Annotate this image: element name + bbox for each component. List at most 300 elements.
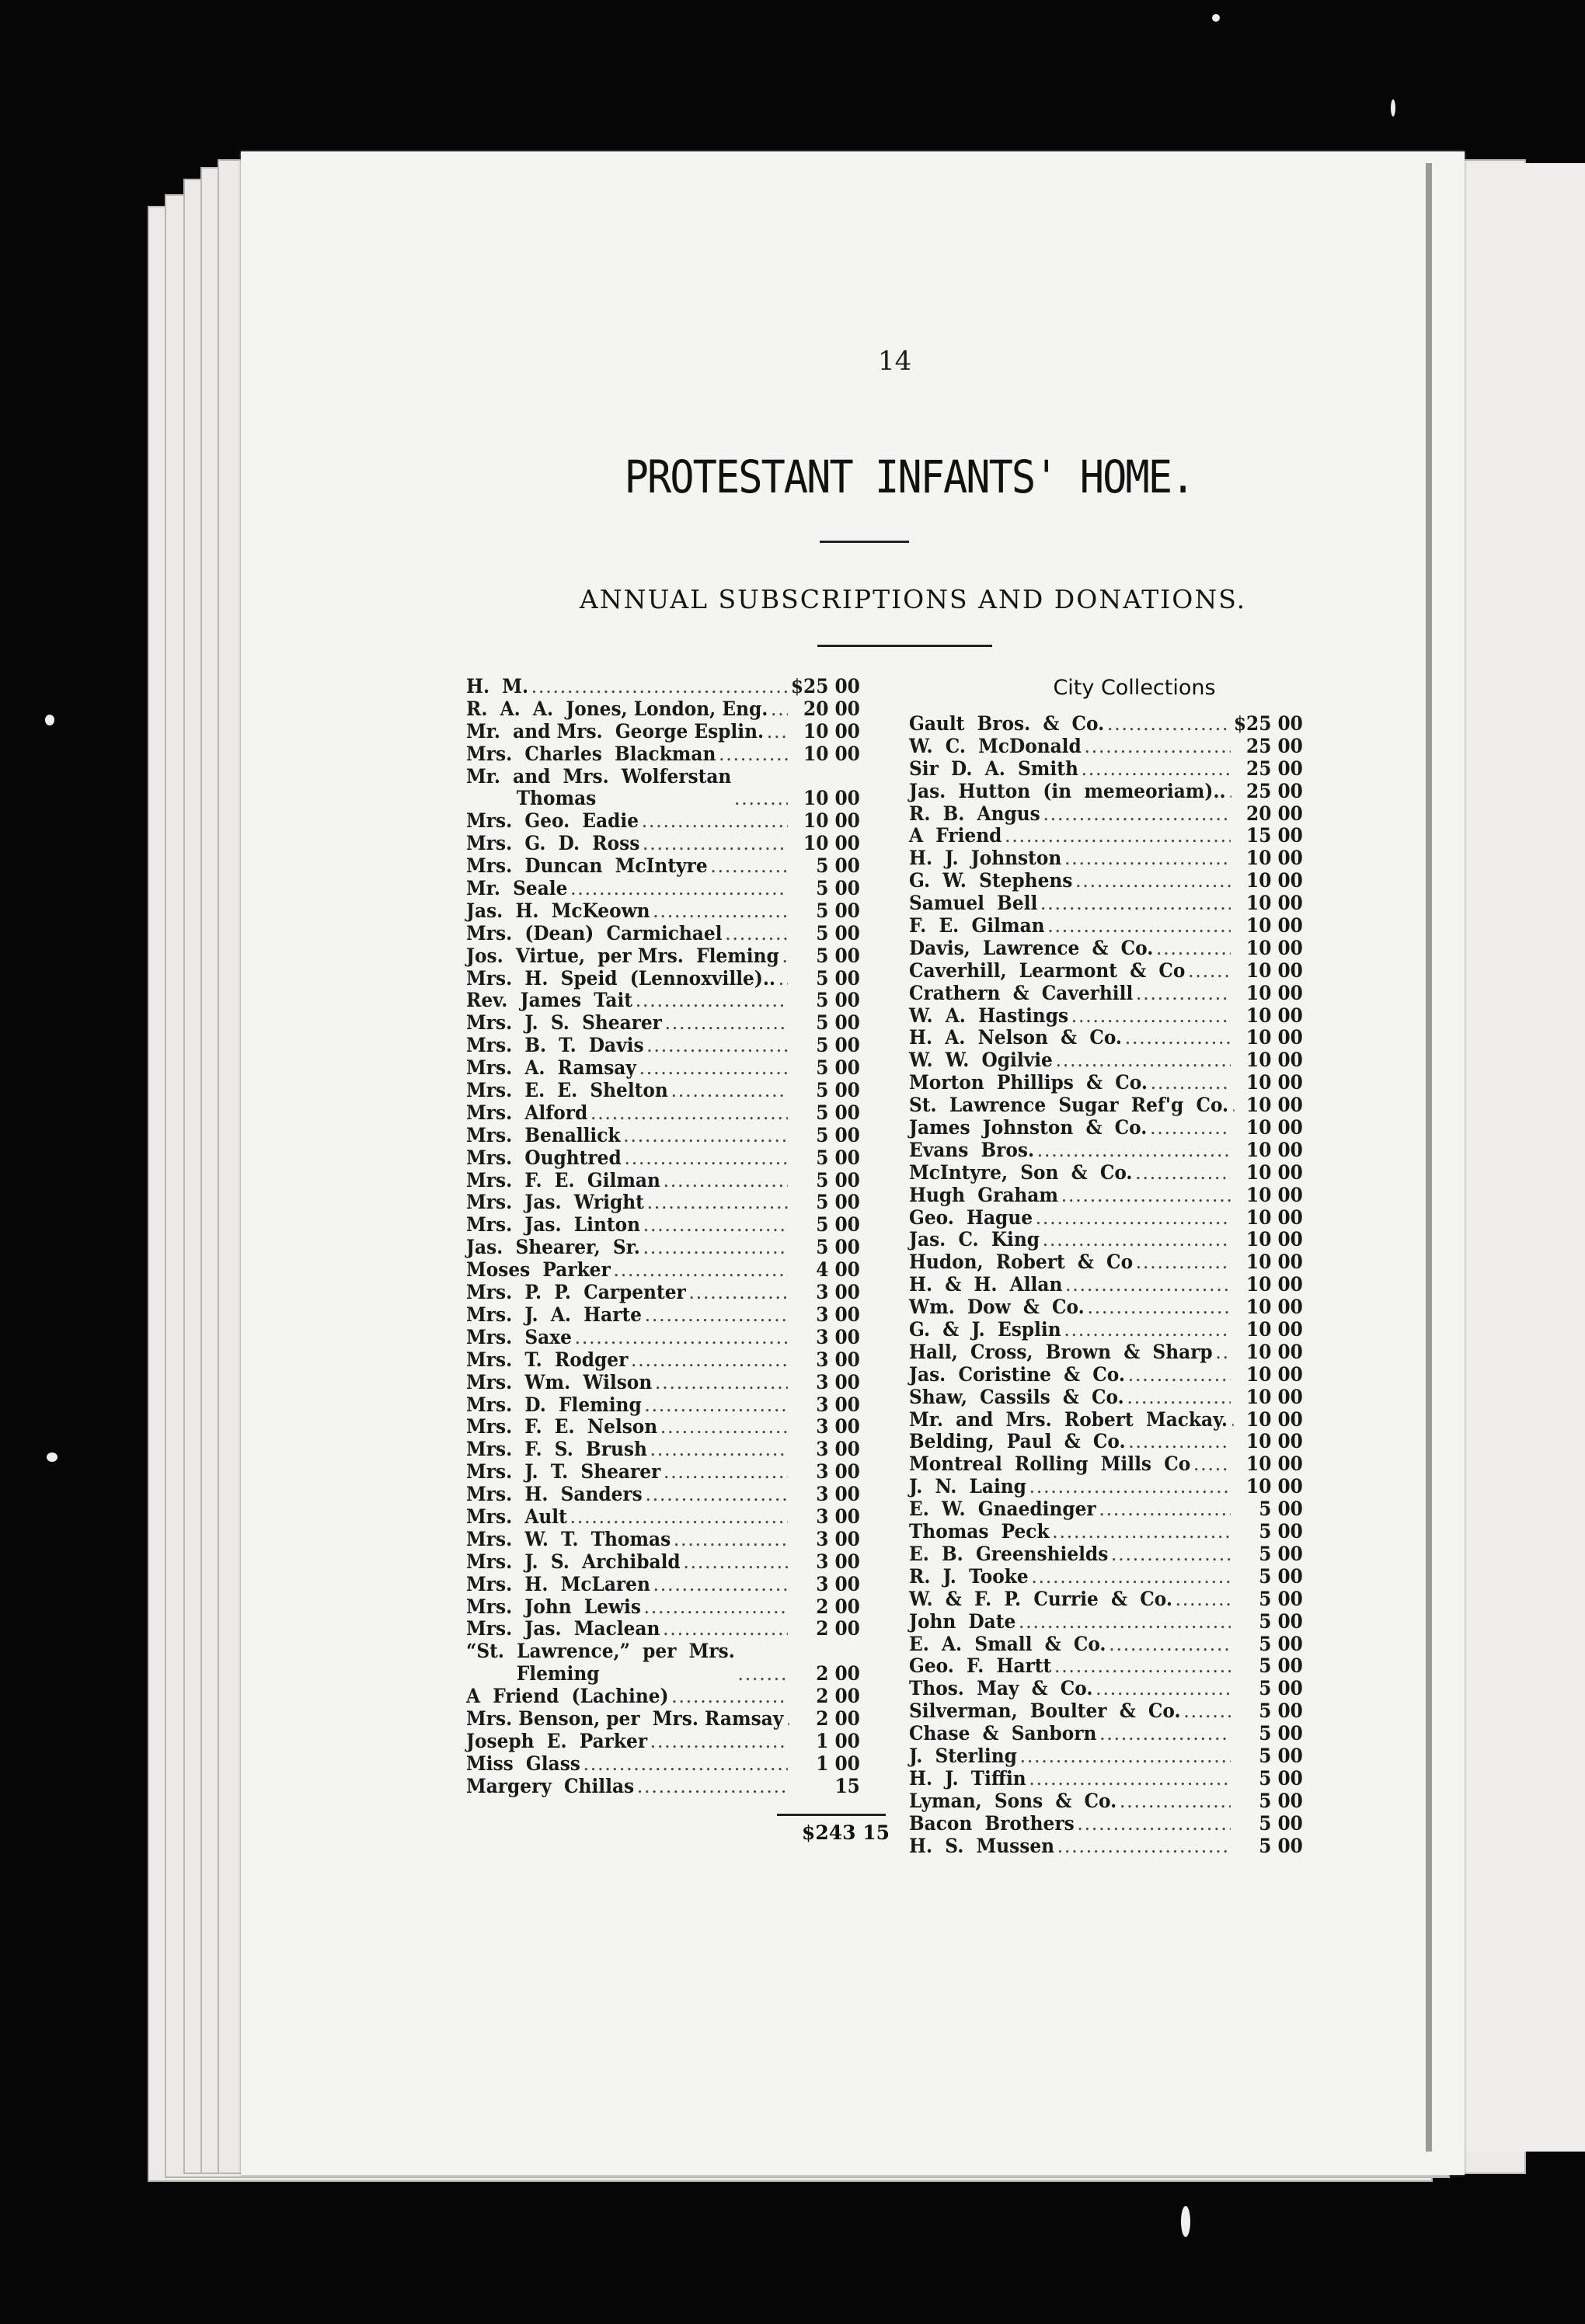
dot-leader bbox=[1133, 1162, 1231, 1185]
dot-leader bbox=[1072, 870, 1230, 892]
list-item bbox=[909, 1117, 1303, 1139]
dot-leader bbox=[642, 1304, 788, 1327]
donation-amount: 15 00 bbox=[1246, 824, 1303, 847]
donor-name: Mrs. J. S. Shearer bbox=[466, 1011, 662, 1035]
dot-leader bbox=[639, 810, 788, 833]
donation-amount: 2 00 bbox=[816, 1685, 860, 1708]
donation-amount: 10 00 bbox=[1246, 1071, 1303, 1094]
donation-amount: 5 00 bbox=[816, 1101, 860, 1124]
donation-amount: 5 00 bbox=[1259, 1811, 1303, 1835]
list-item bbox=[909, 1678, 1303, 1700]
dot-leader bbox=[572, 1327, 788, 1349]
dot-leader bbox=[567, 1506, 788, 1529]
dot-leader bbox=[1029, 1566, 1231, 1588]
dot-leader bbox=[639, 833, 788, 855]
list-item bbox=[909, 1476, 1303, 1498]
list-item bbox=[909, 1835, 1303, 1858]
donation-amount: 2 00 bbox=[816, 1706, 860, 1730]
donor-name: Jas. H. McKeown bbox=[466, 899, 650, 922]
donor-name: Evans Bros. bbox=[909, 1138, 1035, 1161]
donor-name: Mrs. Geo. Eadie bbox=[466, 809, 639, 833]
page-number: 14 bbox=[878, 346, 912, 377]
dot-leader bbox=[1226, 781, 1231, 803]
donor-name: Jas. Hutton (in memeoriam).. bbox=[909, 779, 1226, 802]
dot-leader bbox=[632, 990, 788, 1012]
list-item bbox=[466, 1147, 860, 1170]
donation-amount: 25 00 bbox=[1246, 757, 1303, 780]
donor-name: Mrs. Jas. Maclean bbox=[466, 1617, 660, 1640]
dot-leader bbox=[640, 1214, 788, 1237]
donation-amount: 10 00 bbox=[1246, 1430, 1303, 1453]
donor-name: Mrs. J. A. Harte bbox=[466, 1303, 642, 1326]
dot-leader bbox=[1133, 1251, 1231, 1274]
dot-leader bbox=[1147, 1117, 1230, 1139]
donor-name: “St. Lawrence,” per Mrs. Fleming bbox=[466, 1640, 735, 1686]
donor-name: R. B. Angus bbox=[909, 802, 1040, 825]
dot-leader bbox=[768, 698, 788, 721]
dot-leader bbox=[660, 1461, 788, 1484]
donor-name: W. & F. P. Currie & Co. bbox=[909, 1587, 1172, 1610]
list-item bbox=[466, 1731, 860, 1753]
dot-leader bbox=[1108, 1543, 1231, 1566]
list-item bbox=[466, 1439, 860, 1461]
donor-name: Mrs. Saxe bbox=[466, 1325, 572, 1348]
donation-amount: 10 00 bbox=[1246, 1296, 1303, 1319]
donor-name: Jas. Coristine & Co. bbox=[909, 1362, 1125, 1386]
donor-name: Sir D. A. Smith bbox=[909, 757, 1078, 780]
donation-amount: $25 00 bbox=[1233, 711, 1303, 735]
list-item bbox=[909, 803, 1303, 826]
dot-leader bbox=[708, 855, 788, 878]
subscriptions-total: $243 15 bbox=[801, 1821, 890, 1844]
donor-name: E. W. Gnaedinger bbox=[909, 1498, 1096, 1521]
dot-leader bbox=[1062, 1274, 1230, 1296]
donation-amount: 3 00 bbox=[816, 1527, 860, 1550]
donation-amount: 5 00 bbox=[1259, 1542, 1303, 1565]
list-item bbox=[466, 855, 860, 878]
donor-name: Bacon Brothers bbox=[909, 1811, 1075, 1835]
donor-name: H. & H. Allan bbox=[909, 1273, 1063, 1296]
list-item bbox=[466, 698, 860, 721]
donation-amount: 3 00 bbox=[816, 1550, 860, 1573]
city-collections-list bbox=[909, 713, 1332, 1857]
list-item bbox=[466, 945, 860, 968]
dot-leader bbox=[671, 1529, 788, 1551]
list-item bbox=[466, 1080, 860, 1102]
list-item bbox=[466, 766, 860, 811]
list-item bbox=[466, 1282, 860, 1304]
donation-amount: 3 00 bbox=[816, 1348, 860, 1371]
list-item bbox=[909, 1700, 1303, 1723]
list-item bbox=[909, 960, 1303, 983]
donation-amount: 5 00 bbox=[1259, 1587, 1303, 1610]
list-item bbox=[466, 1618, 860, 1640]
list-item bbox=[909, 713, 1303, 736]
donor-name: Mrs. H. Speid (Lennoxville).. bbox=[466, 966, 776, 990]
donor-name: Mrs. E. E. Shelton bbox=[466, 1079, 668, 1102]
dot-leader bbox=[660, 1170, 788, 1192]
dot-leader bbox=[1045, 915, 1231, 938]
dot-leader bbox=[1133, 983, 1231, 1005]
dot-leader bbox=[764, 721, 788, 743]
donor-name: Mrs. (Dean) Carmichael bbox=[466, 921, 723, 945]
donation-amount: 10 00 bbox=[1246, 1049, 1303, 1072]
dot-leader bbox=[1034, 1139, 1231, 1162]
dot-leader bbox=[1078, 758, 1231, 781]
page-fold bbox=[1426, 163, 1432, 2152]
dot-leader bbox=[580, 1753, 788, 1776]
donor-name: McIntyre, Son & Co. bbox=[909, 1160, 1133, 1184]
donor-name: Jos. Virtue, per Mrs. Fleming bbox=[466, 944, 779, 967]
donor-name: W. A. Hastings bbox=[909, 1004, 1069, 1027]
dot-leader bbox=[1190, 1453, 1231, 1476]
list-item bbox=[466, 1304, 860, 1327]
list-item bbox=[466, 1551, 860, 1574]
dot-leader bbox=[1124, 1386, 1231, 1409]
donor-name: H. J. Tiffin bbox=[909, 1766, 1026, 1790]
donor-name: St. Lawrence Sugar Ref'g Co. bbox=[909, 1094, 1229, 1117]
list-item bbox=[466, 743, 860, 766]
donor-name: E. A. Small & Co. bbox=[909, 1632, 1106, 1655]
donor-name: Mrs. Benallick bbox=[466, 1123, 621, 1146]
list-item bbox=[909, 758, 1303, 781]
dot-leader bbox=[1053, 1049, 1231, 1072]
dot-leader bbox=[1116, 1790, 1231, 1813]
dot-leader bbox=[1213, 1341, 1231, 1364]
donor-name: Mrs. G. D. Ross bbox=[466, 832, 640, 855]
list-item bbox=[466, 1012, 860, 1035]
list-item bbox=[466, 1102, 860, 1125]
donation-amount: 2 00 bbox=[816, 1662, 860, 1686]
list-item bbox=[466, 810, 860, 833]
dot-leader bbox=[1075, 1813, 1231, 1835]
dot-leader bbox=[1040, 803, 1231, 826]
donor-name: Mr. Seale bbox=[466, 877, 568, 900]
dot-leader bbox=[1085, 1296, 1231, 1319]
list-item bbox=[466, 1686, 860, 1708]
donation-amount: 5 00 bbox=[816, 921, 860, 945]
donor-name: Mrs. Ault bbox=[466, 1505, 567, 1528]
dot-leader bbox=[1061, 847, 1231, 870]
dot-leader bbox=[587, 1102, 788, 1125]
total-rule bbox=[777, 1814, 886, 1816]
dot-leader bbox=[1051, 1655, 1231, 1678]
dot-leader bbox=[636, 1057, 788, 1080]
dust-speck bbox=[47, 1452, 57, 1462]
donation-amount: 5 00 bbox=[816, 1011, 860, 1035]
donation-amount: 5 00 bbox=[816, 1191, 860, 1214]
list-item bbox=[909, 1768, 1303, 1790]
donor-name: Geo. Hague bbox=[909, 1205, 1033, 1229]
donation-amount: 3 00 bbox=[816, 1325, 860, 1348]
list-item bbox=[909, 1139, 1303, 1162]
dot-leader bbox=[628, 1349, 788, 1372]
donor-name: Mrs. W. T. Thomas bbox=[466, 1527, 671, 1550]
donor-name: Mrs. John Lewis bbox=[466, 1595, 641, 1618]
dot-leader bbox=[1172, 1588, 1231, 1611]
donor-name: Mrs. J. T. Shearer bbox=[466, 1460, 661, 1484]
dot-leader bbox=[1002, 825, 1230, 847]
donation-amount: 10 00 bbox=[1246, 981, 1303, 1004]
donor-name: J. N. Laing bbox=[909, 1475, 1026, 1498]
donor-name: Thos. May & Co. bbox=[909, 1677, 1093, 1700]
donation-amount: 5 00 bbox=[816, 1056, 860, 1080]
list-item bbox=[466, 721, 860, 743]
dot-leader bbox=[662, 1012, 788, 1035]
donation-amount: 3 00 bbox=[816, 1415, 860, 1439]
donor-name: R. J. Tooke bbox=[909, 1564, 1029, 1588]
dot-leader bbox=[1228, 1409, 1233, 1432]
donation-amount: 2 00 bbox=[816, 1617, 860, 1640]
donor-name: Mrs. Jas. Linton bbox=[466, 1213, 641, 1237]
dot-leader bbox=[1026, 1476, 1231, 1498]
donation-amount: 25 00 bbox=[1246, 734, 1303, 757]
donor-name: Mrs. Charles Blackman bbox=[466, 742, 716, 765]
dot-leader bbox=[1050, 1521, 1231, 1543]
donor-name: Mrs. T. Rodger bbox=[466, 1348, 629, 1371]
donation-amount: 10 00 bbox=[803, 719, 860, 743]
list-item bbox=[466, 1035, 860, 1057]
list-item bbox=[909, 1633, 1303, 1656]
list-item bbox=[466, 900, 860, 923]
dot-leader bbox=[1058, 1185, 1231, 1207]
list-item bbox=[909, 1027, 1303, 1049]
donation-amount: 10 00 bbox=[1246, 847, 1303, 870]
donor-name: Mr. and Mrs. Robert Mackay. bbox=[909, 1407, 1228, 1431]
list-item bbox=[909, 1543, 1303, 1566]
donation-amount: 10 00 bbox=[1246, 1318, 1303, 1341]
dot-leader bbox=[1181, 1700, 1231, 1723]
dot-leader bbox=[1068, 1005, 1231, 1028]
list-item bbox=[466, 1170, 860, 1192]
donor-name: A Friend bbox=[909, 824, 1002, 847]
donation-amount: 1 00 bbox=[816, 1752, 860, 1775]
donation-amount: 10 00 bbox=[1246, 1273, 1303, 1296]
donor-name: Joseph E. Parker bbox=[466, 1729, 648, 1752]
donor-name: Mrs. D. Fleming bbox=[466, 1393, 642, 1416]
list-item bbox=[466, 968, 860, 990]
dust-speck bbox=[1212, 14, 1220, 22]
donation-amount: 10 00 bbox=[1246, 1228, 1303, 1251]
donor-name: Mrs. F. S. Brush bbox=[466, 1438, 647, 1461]
donation-amount: 5 00 bbox=[1259, 1700, 1303, 1723]
donor-name: Shaw, Cassils & Co. bbox=[909, 1385, 1124, 1408]
donation-amount: 5 00 bbox=[1259, 1498, 1303, 1521]
donor-name: Gault Bros. & Co. bbox=[909, 711, 1105, 735]
donation-amount: 10 00 bbox=[1246, 892, 1303, 915]
list-item bbox=[909, 1162, 1303, 1185]
donation-amount: 10 00 bbox=[1246, 1452, 1303, 1476]
donation-amount: 3 00 bbox=[816, 1370, 860, 1393]
donation-amount: 10 00 bbox=[1246, 1205, 1303, 1229]
donor-name: Mrs. Benson, per Mrs. Ramsay bbox=[466, 1706, 784, 1730]
list-item bbox=[909, 870, 1303, 892]
dot-leader bbox=[1228, 1094, 1234, 1117]
donation-amount: 10 00 bbox=[1246, 1138, 1303, 1161]
donor-name: Miss Glass bbox=[466, 1752, 580, 1775]
list-item bbox=[909, 736, 1303, 758]
list-item bbox=[909, 1229, 1303, 1251]
donation-amount: 10 00 bbox=[803, 809, 860, 833]
donor-name: W. W. Ogilvie bbox=[909, 1049, 1053, 1072]
dot-leader bbox=[644, 1035, 788, 1057]
list-item bbox=[909, 1005, 1303, 1028]
donor-name: Montreal Rolling Mills Co bbox=[909, 1452, 1191, 1476]
donor-name: E. B. Greenshields bbox=[909, 1542, 1109, 1565]
list-item bbox=[909, 1498, 1303, 1521]
list-item bbox=[909, 1409, 1303, 1432]
list-item bbox=[909, 1251, 1303, 1274]
donation-amount: 5 00 bbox=[1259, 1654, 1303, 1678]
list-item bbox=[466, 1327, 860, 1349]
dot-leader bbox=[668, 1080, 788, 1102]
dust-speck bbox=[1181, 2206, 1190, 2237]
list-item bbox=[909, 1453, 1303, 1476]
list-item bbox=[909, 1566, 1303, 1588]
donation-amount: 10 00 bbox=[1246, 1407, 1303, 1431]
donor-name: Mrs. H. McLaren bbox=[466, 1572, 650, 1595]
list-item bbox=[466, 1753, 860, 1776]
donation-amount: 5 00 bbox=[1259, 1722, 1303, 1745]
list-item bbox=[909, 1813, 1303, 1835]
donation-amount: 5 00 bbox=[1259, 1520, 1303, 1543]
list-item bbox=[466, 1416, 860, 1439]
donation-amount: 5 00 bbox=[816, 1034, 860, 1057]
donor-name: Margery Chillas bbox=[466, 1774, 635, 1797]
donation-amount: 10 00 bbox=[1246, 1362, 1303, 1386]
dot-leader bbox=[1026, 1768, 1231, 1790]
donation-amount: 10 00 bbox=[1246, 1160, 1303, 1184]
list-item bbox=[909, 1207, 1303, 1230]
donation-amount: 5 00 bbox=[816, 966, 860, 990]
donation-amount: 5 00 bbox=[1259, 1677, 1303, 1700]
donor-name: A Friend (Lachine) bbox=[466, 1685, 669, 1708]
donation-amount: 3 00 bbox=[816, 1281, 860, 1304]
donation-amount: 5 00 bbox=[816, 1213, 860, 1237]
list-item bbox=[466, 1461, 860, 1484]
city-collections-heading: City Collections bbox=[1053, 676, 1216, 700]
donation-amount: 10 00 bbox=[1246, 1183, 1303, 1206]
list-item bbox=[466, 1057, 860, 1080]
dot-leader bbox=[641, 1596, 788, 1619]
donor-name: Silverman, Boulter & Co. bbox=[909, 1700, 1181, 1723]
dot-leader bbox=[1015, 1611, 1231, 1633]
dot-leader bbox=[1082, 736, 1231, 758]
donor-name: W. C. McDonald bbox=[909, 734, 1082, 757]
dot-leader bbox=[657, 1416, 788, 1439]
dot-leader bbox=[1125, 1364, 1231, 1386]
donation-amount: 5 00 bbox=[1259, 1609, 1303, 1633]
donor-name: Mrs. F. E. Gilman bbox=[466, 1168, 660, 1192]
donation-amount: 5 00 bbox=[1259, 1766, 1303, 1790]
list-item bbox=[909, 892, 1303, 915]
dot-leader bbox=[779, 945, 788, 968]
dot-leader bbox=[1037, 892, 1231, 915]
donation-amount: 10 00 bbox=[1246, 869, 1303, 892]
list-item bbox=[909, 1072, 1303, 1094]
donor-name: Hudon, Robert & Co bbox=[909, 1251, 1134, 1274]
donation-amount: 10 00 bbox=[803, 742, 860, 765]
list-item bbox=[909, 1364, 1303, 1386]
list-item bbox=[909, 1341, 1303, 1364]
dot-leader bbox=[1153, 938, 1231, 960]
list-item bbox=[466, 1394, 860, 1417]
donation-amount: 5 00 bbox=[816, 944, 860, 967]
dot-leader bbox=[1092, 1678, 1230, 1700]
donation-amount: 10 00 bbox=[803, 832, 860, 855]
list-item bbox=[909, 1296, 1303, 1319]
list-item bbox=[466, 1349, 860, 1372]
donation-amount: 5 00 bbox=[1259, 1564, 1303, 1588]
dot-leader bbox=[642, 1394, 788, 1417]
list-item bbox=[466, 1708, 860, 1731]
dot-leader bbox=[731, 788, 788, 810]
dot-leader bbox=[1054, 1835, 1231, 1858]
donor-name: Caverhill, Learmont & Co bbox=[909, 958, 1186, 982]
donation-amount: 3 00 bbox=[816, 1505, 860, 1528]
list-item bbox=[466, 676, 860, 698]
donation-amount: 5 00 bbox=[1259, 1744, 1303, 1767]
donor-name: Moses Parker bbox=[466, 1258, 611, 1282]
dot-leader bbox=[1126, 1431, 1231, 1453]
list-item bbox=[466, 1192, 860, 1215]
list-item bbox=[909, 1745, 1303, 1768]
donation-amount: 10 00 bbox=[1246, 1251, 1303, 1274]
dot-leader bbox=[644, 1192, 788, 1214]
donation-amount: 10 00 bbox=[1246, 958, 1303, 982]
list-item bbox=[466, 923, 860, 945]
list-item bbox=[466, 1506, 860, 1529]
list-item bbox=[466, 990, 860, 1012]
donor-name: Geo. F. Hartt bbox=[909, 1654, 1052, 1678]
list-item bbox=[909, 1790, 1303, 1813]
dot-leader bbox=[1096, 1723, 1230, 1745]
list-item bbox=[909, 1185, 1303, 1207]
dot-leader bbox=[647, 1731, 788, 1753]
list-item bbox=[909, 1611, 1303, 1633]
donation-amount: 4 00 bbox=[816, 1258, 860, 1282]
dot-leader bbox=[640, 1237, 788, 1259]
donor-name: Mr. and Mrs. George Esplin. bbox=[466, 719, 765, 743]
donor-name: John Date bbox=[909, 1609, 1016, 1633]
dot-leader bbox=[643, 1484, 788, 1506]
donor-name: James Johnston & Co. bbox=[909, 1116, 1148, 1139]
donation-amount: 10 00 bbox=[1246, 1116, 1303, 1139]
donation-amount: 5 00 bbox=[816, 1123, 860, 1146]
donation-amount: 5 00 bbox=[816, 1168, 860, 1192]
donor-name: Mrs. Wm. Wilson bbox=[466, 1370, 653, 1393]
donation-amount: 5 00 bbox=[1259, 1789, 1303, 1812]
donor-name: Mrs. A. Ramsay bbox=[466, 1056, 636, 1080]
donor-name: Mrs. J. S. Archibald bbox=[466, 1550, 681, 1573]
donation-amount: 5 00 bbox=[816, 877, 860, 900]
dot-leader bbox=[1104, 713, 1231, 736]
donor-name: Chase & Sanborn bbox=[909, 1722, 1097, 1745]
list-item bbox=[466, 1574, 860, 1596]
donation-amount: 1 00 bbox=[816, 1729, 860, 1752]
donation-amount: 5 00 bbox=[816, 854, 860, 878]
donation-amount: 3 00 bbox=[816, 1303, 860, 1326]
donor-name: F. E. Gilman bbox=[909, 914, 1045, 937]
list-item bbox=[909, 1655, 1303, 1678]
dot-leader bbox=[716, 743, 787, 766]
dot-leader bbox=[567, 878, 787, 900]
list-item bbox=[466, 1640, 860, 1686]
donation-amount: 5 00 bbox=[1259, 1834, 1303, 1857]
list-item bbox=[909, 1588, 1303, 1611]
dot-leader bbox=[681, 1551, 788, 1574]
list-item bbox=[909, 1094, 1303, 1117]
